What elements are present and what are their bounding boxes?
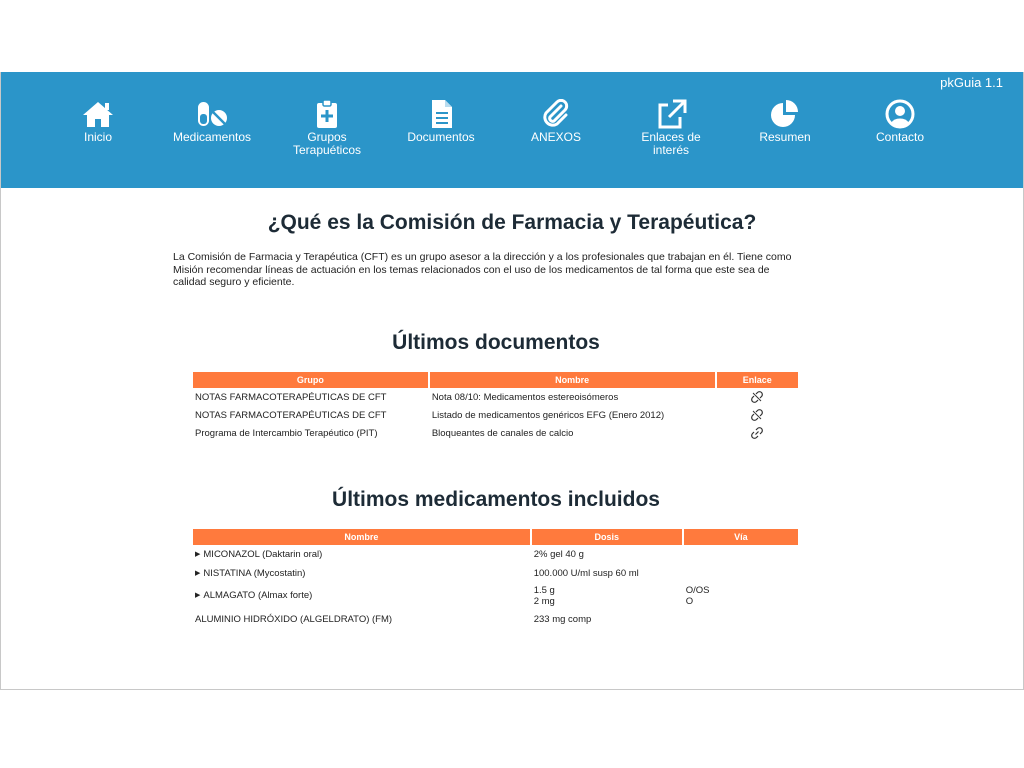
clipboard-medical-icon — [310, 99, 344, 129]
table-row — [193, 388, 798, 406]
table-row[interactable] — [193, 583, 798, 610]
medicine-name: ALUMINIO HIDRÓXIDO (ALGELDRATO) (FM) — [195, 614, 393, 625]
table-row[interactable] — [193, 545, 798, 564]
pills-icon — [195, 99, 229, 129]
expand-arrow-icon[interactable]: ▶ — [195, 570, 201, 577]
medicine-name-cell — [193, 564, 530, 583]
broken-link-icon[interactable] — [751, 391, 763, 403]
column-header-dosis[interactable]: Dosis — [532, 529, 682, 545]
app-frame — [0, 72, 1024, 690]
home-icon — [81, 99, 115, 129]
medicine-name: NISTATINA (Mycostatin) — [203, 568, 306, 579]
documents-section-title: Últimos documentos — [392, 331, 600, 354]
nav-label: Enlaces de interés — [641, 130, 701, 157]
table-row[interactable] — [193, 610, 798, 629]
nav-label: Resumen — [759, 130, 811, 144]
app-version: pkGuia 1.1 — [940, 75, 1003, 90]
document-group: NOTAS FARMACOTERAPÉUTICAS DE CFT — [195, 391, 387, 403]
nav-label: Documentos — [407, 130, 475, 144]
nav-item-medicamentos[interactable] — [157, 99, 267, 144]
nav-label: ANEXOS — [530, 130, 581, 144]
link-icon[interactable] — [751, 427, 763, 439]
medicine-name-cell — [193, 610, 530, 629]
intro-paragraph: La Comisión de Farmacia y Terapéutica (CFT) es un grupo asesor a la dirección y a los profesionales que trabajan en él. Tiene como Misión recomendar líneas de actuación en los temas relacionados con el uso de los medicamentos de tal forma que este sea de calidad seguro y eficiente. — [173, 251, 792, 288]
paperclip-icon — [539, 99, 573, 129]
medicine-name-cell — [193, 583, 530, 610]
medicine-dose: 100.000 U/ml susp 60 ml — [533, 568, 639, 579]
page-title: ¿Qué es la Comisión de Farmacia y Terapéutica? — [267, 211, 757, 234]
document-link-cell — [717, 388, 798, 406]
medicine-dose: 233 mg comp — [533, 614, 592, 625]
medicine-dose: 1.5 g 2 mg — [533, 585, 555, 607]
column-header-grupo[interactable]: Grupo — [193, 372, 428, 388]
documents-table — [191, 372, 800, 442]
medicine-name: MICONAZOL (Daktarin oral) — [203, 549, 323, 560]
medicine-name-cell — [193, 545, 530, 564]
column-header-nombre[interactable]: Nombre — [193, 529, 530, 545]
medicines-table — [191, 529, 800, 629]
medicines-section-title: Últimos medicamentos incluidos — [332, 488, 660, 511]
column-header-via[interactable]: Vía — [684, 529, 798, 545]
document-group: Programa de Intercambio Terapéutico (PIT) — [195, 427, 378, 439]
nav-label: Medicamentos — [172, 130, 252, 144]
pie-chart-icon — [768, 99, 802, 129]
nav-item-documentos[interactable] — [386, 99, 496, 144]
table-row — [193, 406, 798, 424]
nav-item-inicio[interactable] — [43, 99, 153, 144]
document-link-cell — [717, 424, 798, 442]
medicine-dose: 2% gel 40 g — [533, 549, 584, 560]
broken-link-icon[interactable] — [751, 409, 763, 421]
nav-item-resumen[interactable] — [730, 99, 840, 144]
document-name: Nota 08/10: Medicamentos estereoisómeros — [431, 391, 619, 403]
document-name: Listado de medicamentos genéricos EFG (Enero 2012) — [431, 409, 665, 421]
nav-item-grupos-terapeuticos[interactable] — [272, 99, 382, 157]
expand-arrow-icon[interactable]: ▶ — [195, 551, 201, 558]
top-navbar — [1, 72, 1023, 188]
table-row — [193, 424, 798, 442]
external-link-icon — [654, 99, 688, 129]
column-header-nombre[interactable]: Nombre — [430, 372, 715, 388]
document-link-cell — [717, 406, 798, 424]
document-group: NOTAS FARMACOTERAPÉUTICAS DE CFT — [195, 409, 387, 421]
medicine-route: O/OS O — [685, 585, 710, 607]
nav-label: Contacto — [875, 130, 925, 144]
medicine-route — [684, 610, 798, 629]
expand-arrow-icon[interactable]: ▶ — [195, 591, 201, 599]
nav-item-anexos[interactable] — [501, 99, 611, 144]
nav-item-enlaces[interactable] — [616, 99, 726, 157]
nav-label: Inicio — [83, 130, 112, 144]
documents-table-header — [193, 372, 798, 388]
table-row[interactable] — [193, 564, 798, 583]
column-header-enlace[interactable]: Enlace — [717, 372, 798, 388]
nav-item-contacto[interactable] — [845, 99, 955, 144]
user-circle-icon — [883, 99, 917, 129]
medicine-route — [684, 564, 798, 583]
medicine-name: ALMAGATO (Almax forte) — [203, 589, 313, 601]
document-name: Bloqueantes de canales de calcio — [431, 427, 574, 439]
medicine-route — [684, 545, 798, 564]
medicines-table-header — [193, 529, 798, 545]
document-icon — [424, 99, 458, 129]
nav-label: Grupos Terapuéticos — [292, 130, 362, 157]
